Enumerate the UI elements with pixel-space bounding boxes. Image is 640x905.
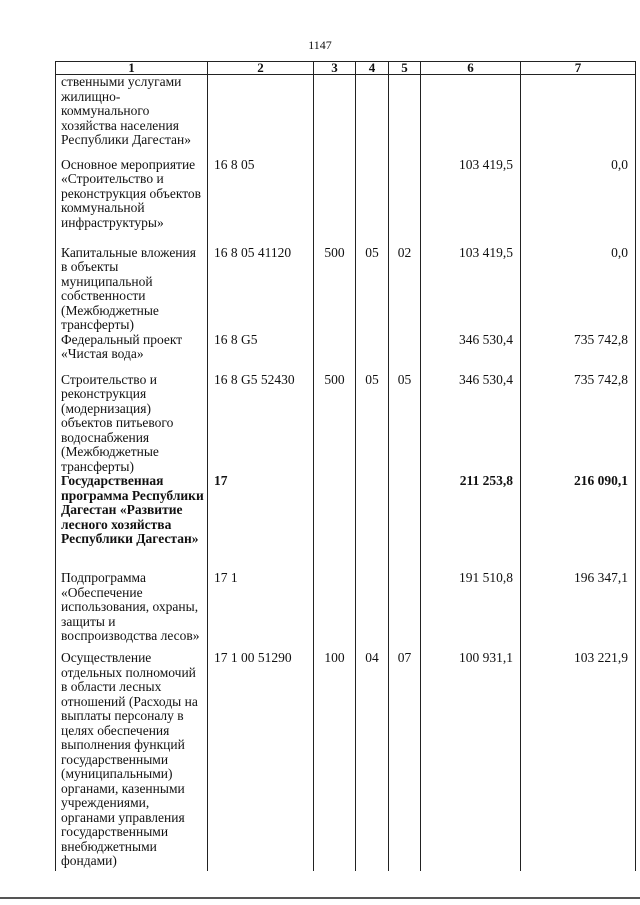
row-name-cell: Осуществление отдельных полномочий в области лесных отношений (Расходы на выплаты персоналу в целях обеспечения выполнения функций государственными (муниципальными) органами, казенными учреждениями, органами управления государственными внебюджетными фондами) — [56, 651, 208, 871]
row-code-cell: 16 8 05 — [208, 158, 314, 246]
row-name-cell: Основное мероприятие «Строительство и реконструкция объектов коммунальной инфраструктуры» — [56, 158, 208, 246]
row-value-2020-cell: 346 530,4 — [421, 333, 521, 373]
row-code-cell — [208, 75, 314, 158]
row-code-cell: 16 8 G5 — [208, 333, 314, 373]
column-header: 7 — [521, 62, 636, 75]
row-code-cell: 16 8 G5 52430 — [208, 373, 314, 475]
row-type-cell — [314, 571, 356, 651]
table-row — [56, 158, 636, 246]
table-header-row — [56, 62, 636, 75]
table-row — [56, 651, 636, 871]
row-type-cell: 500 — [314, 246, 356, 333]
column-header: 6 — [421, 62, 521, 75]
row-name-cell: Государственная программа Республики Дагестан «Развитие лесного хозяйства Республики Дагестан» — [56, 474, 208, 571]
table-row — [56, 75, 636, 158]
row-type-cell — [314, 158, 356, 246]
row-section-cell — [356, 75, 389, 158]
row-type-cell: 500 — [314, 373, 356, 475]
row-subsection-cell — [389, 474, 421, 571]
table-row — [56, 333, 636, 373]
row-type-cell: 100 — [314, 651, 356, 871]
row-code-cell: 16 8 05 41120 — [208, 246, 314, 333]
row-type-cell — [314, 75, 356, 158]
row-value-2021-cell — [521, 75, 636, 158]
row-value-2021-cell: 0,0 — [521, 246, 636, 333]
row-section-cell: 05 — [356, 246, 389, 333]
row-section-cell: 05 — [356, 373, 389, 475]
row-section-cell — [356, 158, 389, 246]
row-value-2020-cell — [421, 75, 521, 158]
row-type-cell — [314, 474, 356, 571]
row-subsection-cell — [389, 75, 421, 158]
row-code-cell: 17 1 00 51290 — [208, 651, 314, 871]
row-value-2020-cell: 103 419,5 — [421, 158, 521, 246]
row-subsection-cell — [389, 333, 421, 373]
column-header: 5 — [389, 62, 421, 75]
row-section-cell — [356, 571, 389, 651]
row-value-2020-cell: 100 931,1 — [421, 651, 521, 871]
row-code-cell: 17 1 — [208, 571, 314, 651]
row-subsection-cell — [389, 571, 421, 651]
row-subsection-cell: 02 — [389, 246, 421, 333]
row-value-2021-cell: 735 742,8 — [521, 333, 636, 373]
row-subsection-cell: 07 — [389, 651, 421, 871]
row-name-cell: Строительство и реконструкция (модернизация) объектов питьевого водоснабжения (Межбюджетные трансферты) — [56, 373, 208, 475]
table-row — [56, 474, 636, 571]
budget-table — [55, 61, 636, 871]
row-value-2020-cell: 103 419,5 — [421, 246, 521, 333]
row-subsection-cell — [389, 158, 421, 246]
row-value-2021-cell: 735 742,8 — [521, 373, 636, 475]
row-type-cell — [314, 333, 356, 373]
row-value-2020-cell: 211 253,8 — [421, 474, 521, 571]
row-value-2020-cell: 346 530,4 — [421, 373, 521, 475]
row-name-cell: Капитальные вложения в объекты муниципальной собственности (Межбюджетные трансферты) — [56, 246, 208, 333]
row-section-cell — [356, 474, 389, 571]
row-value-2021-cell: 216 090,1 — [521, 474, 636, 571]
row-subsection-cell: 05 — [389, 373, 421, 475]
row-name-cell: Подпрограмма «Обеспечение использования, охраны, защиты и воспроизводства лесов» — [56, 571, 208, 651]
row-value-2020-cell: 191 510,8 — [421, 571, 521, 651]
page-number: 1147 — [308, 38, 332, 52]
column-header: 2 — [208, 62, 314, 75]
row-name-cell: Федеральный проект «Чистая вода» — [56, 333, 208, 373]
row-code-cell: 17 — [208, 474, 314, 571]
column-header: 4 — [356, 62, 389, 75]
table-row — [56, 373, 636, 475]
page-bottom-rule — [0, 897, 640, 899]
row-section-cell: 04 — [356, 651, 389, 871]
row-name-cell: ственными услугами жилищно-коммунального хозяйства населения Республики Дагестан» — [56, 75, 208, 158]
row-value-2021-cell: 0,0 — [521, 158, 636, 246]
row-value-2021-cell: 196 347,1 — [521, 571, 636, 651]
row-value-2021-cell: 103 221,9 — [521, 651, 636, 871]
column-header: 1 — [56, 62, 208, 75]
table-row — [56, 246, 636, 333]
table-row — [56, 571, 636, 651]
column-header: 3 — [314, 62, 356, 75]
row-section-cell — [356, 333, 389, 373]
